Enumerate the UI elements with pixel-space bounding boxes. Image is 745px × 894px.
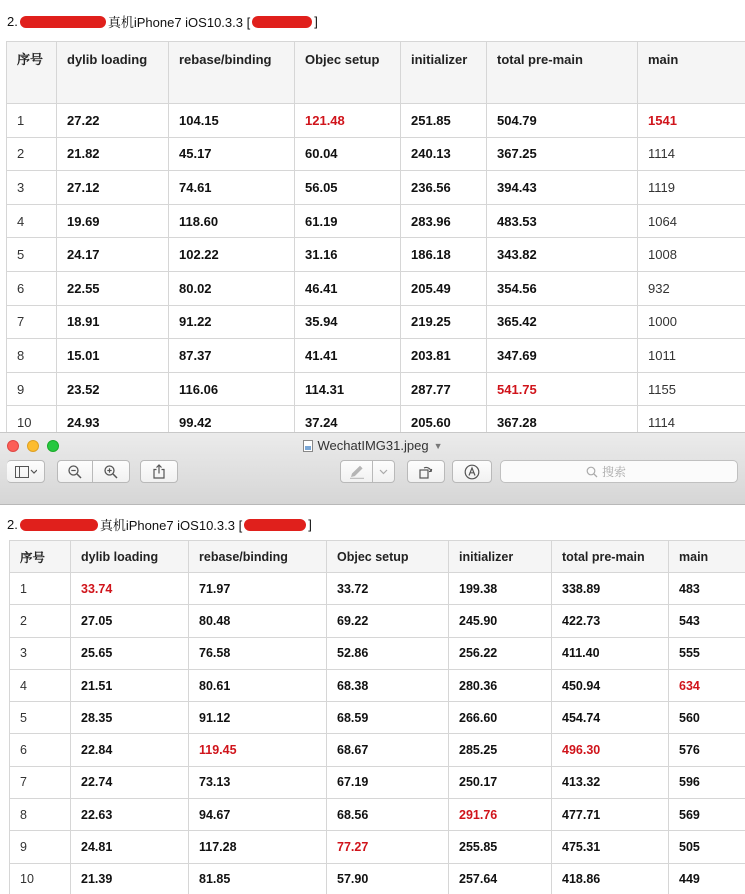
table-cell: 1114 [638,137,745,171]
table-cell: 117.28 [189,831,327,863]
table-cell: 27.12 [57,171,169,205]
table-cell: 347.69 [487,339,638,373]
table-cell: 1114 [638,406,745,432]
table-cell: 343.82 [487,238,638,272]
table-cell: 60.04 [295,137,401,171]
column-header: dylib loading [57,42,169,104]
row-index-cell: 8 [7,339,57,373]
table-cell: 418.86 [552,863,669,894]
share-button[interactable] [140,460,178,483]
table-row [7,104,745,138]
table-cell: 67.19 [327,766,449,798]
table-cell: 454.74 [552,702,669,734]
top-timing-table [6,41,745,432]
zoom-out-icon [68,465,82,479]
column-header: total pre-main [552,541,669,573]
table-cell: 205.60 [401,406,487,432]
table-cell: 28.35 [71,702,189,734]
table-cell: 422.73 [552,605,669,637]
row-index-cell: 3 [7,171,57,205]
row-index-cell: 10 [7,406,57,432]
search-input[interactable] [602,465,652,479]
table-row [7,238,745,272]
table-cell: 338.89 [552,573,669,605]
table-cell: 569 [669,799,745,831]
chevron-down-icon: ▼ [433,440,443,451]
table-cell: 199.38 [449,573,552,605]
table-cell: 240.13 [401,137,487,171]
table-cell: 77.27 [327,831,449,863]
table-cell: 634 [669,669,745,701]
table-cell: 219.25 [401,305,487,339]
redaction-mark [20,16,106,28]
top-document-pane [0,0,745,432]
table-cell: 22.63 [71,799,189,831]
table-cell: 22.55 [57,271,169,305]
table-cell: 365.42 [487,305,638,339]
table-cell: 236.56 [401,171,487,205]
table-cell: 46.41 [295,271,401,305]
table-cell: 121.48 [295,104,401,138]
table-cell: 27.05 [71,605,189,637]
column-header: 序号 [7,42,57,104]
table-row [7,372,745,406]
table-row [10,831,745,863]
row-index-cell: 3 [10,637,71,669]
share-icon [153,464,165,479]
table-cell: 21.82 [57,137,169,171]
table-cell: 266.60 [449,702,552,734]
table-row [7,271,745,305]
table-cell: 68.59 [327,702,449,734]
table-cell: 250.17 [449,766,552,798]
table-cell: 45.17 [169,137,295,171]
title-device: 真机iPhone7 iOS10.3.3 [ [107,15,251,30]
table-row [7,137,745,171]
table-cell: 477.71 [552,799,669,831]
table-cell: 560 [669,702,745,734]
table-cell: 68.67 [327,734,449,766]
table-cell: 257.64 [449,863,552,894]
table-cell: 116.06 [169,372,295,406]
table-cell: 80.48 [189,605,327,637]
table-cell: 543 [669,605,745,637]
table-header-row [7,42,745,104]
row-index-cell: 2 [10,605,71,637]
row-index-cell: 9 [7,372,57,406]
table-cell: 932 [638,271,745,305]
row-index-cell: 6 [7,271,57,305]
table-cell: 71.97 [189,573,327,605]
title-end: ] [308,517,312,532]
zoom-controls [57,460,130,483]
table-row [10,734,745,766]
column-header: rebase/binding [189,541,327,573]
table-cell: 81.85 [189,863,327,894]
row-index-cell: 5 [10,702,71,734]
table-cell: 1000 [638,305,745,339]
row-index-cell: 10 [10,863,71,894]
table-row [10,766,745,798]
table-cell: 68.38 [327,669,449,701]
title-prefix: 2. [7,517,18,532]
table-cell: 291.76 [449,799,552,831]
table-cell: 114.31 [295,372,401,406]
markup-button[interactable] [340,460,373,483]
table-cell: 283.96 [401,204,487,238]
row-index-cell: 7 [10,766,71,798]
table-cell: 33.74 [71,573,189,605]
row-index-cell: 5 [7,238,57,272]
annotate-icon [464,464,480,480]
table-cell: 475.31 [552,831,669,863]
table-cell: 87.37 [169,339,295,373]
table-cell: 576 [669,734,745,766]
table-cell: 24.93 [57,406,169,432]
table-cell: 22.74 [71,766,189,798]
table-cell: 1064 [638,204,745,238]
zoom-out-button[interactable] [57,460,93,483]
column-header: Objec setup [295,42,401,104]
column-header: main [669,541,745,573]
table-cell: 57.90 [327,863,449,894]
title-end: ] [314,14,318,29]
table-cell: 450.94 [552,669,669,701]
table-cell: 186.18 [401,238,487,272]
bottom-document-pane [0,505,745,894]
redaction-mark [20,519,98,531]
table-cell: 504.79 [487,104,638,138]
row-index-cell: 1 [10,573,71,605]
table-cell: 1541 [638,104,745,138]
table-cell: 73.13 [189,766,327,798]
table-cell: 41.41 [295,339,401,373]
table-cell: 285.25 [449,734,552,766]
bottom-timing-table [9,540,745,894]
table-row [7,339,745,373]
table-cell: 555 [669,637,745,669]
pen-icon [349,465,365,479]
table-cell: 52.86 [327,637,449,669]
row-index-cell: 9 [10,831,71,863]
table-cell: 22.84 [71,734,189,766]
row-index-cell: 4 [7,204,57,238]
table-cell: 1008 [638,238,745,272]
table-row [10,799,745,831]
rotate-icon [418,465,434,479]
table-cell: 596 [669,766,745,798]
table-cell: 56.05 [295,171,401,205]
table-cell: 27.22 [57,104,169,138]
markup-menu-button[interactable] [373,460,395,483]
table-cell: 251.85 [401,104,487,138]
table-cell: 496.30 [552,734,669,766]
table-cell: 25.65 [71,637,189,669]
column-header: main [638,42,745,104]
table-cell: 76.58 [189,637,327,669]
row-index-cell: 1 [7,104,57,138]
window-title-text: WechatIMG31.jpeg [317,438,429,453]
column-header: 序号 [10,541,71,573]
search-icon [586,466,598,478]
column-header: rebase/binding [169,42,295,104]
table-cell: 354.56 [487,271,638,305]
table-row [7,406,745,432]
table-row [10,573,745,605]
table-cell: 15.01 [57,339,169,373]
table-row [10,669,745,701]
zoom-in-icon [104,465,118,479]
table-row [10,637,745,669]
table-cell: 24.81 [71,831,189,863]
table-cell: 69.22 [327,605,449,637]
table-cell: 99.42 [169,406,295,432]
row-index-cell: 7 [7,305,57,339]
column-header: Objec setup [327,541,449,573]
table-cell: 367.28 [487,406,638,432]
rotate-button[interactable] [407,460,445,483]
table-cell: 541.75 [487,372,638,406]
table-row [10,605,745,637]
column-header: initializer [449,541,552,573]
table-cell: 74.61 [169,171,295,205]
table-cell: 483.53 [487,204,638,238]
table-row [7,171,745,205]
table-cell: 280.36 [449,669,552,701]
window-title[interactable] [0,438,745,453]
table-row [7,204,745,238]
table-cell: 203.81 [401,339,487,373]
table-cell: 94.67 [189,799,327,831]
table-cell: 245.90 [449,605,552,637]
table-cell: 483 [669,573,745,605]
jpeg-file-icon [303,440,313,452]
table-cell: 205.49 [401,271,487,305]
table-cell: 21.39 [71,863,189,894]
row-index-cell: 8 [10,799,71,831]
table-cell: 68.56 [327,799,449,831]
table-cell: 256.22 [449,637,552,669]
table-row [10,863,745,894]
column-header: total pre-main [487,42,638,104]
table-cell: 255.85 [449,831,552,863]
column-header: initializer [401,42,487,104]
table-cell: 1155 [638,372,745,406]
markup-controls [340,460,395,483]
sidebar-menu-button[interactable] [7,460,45,483]
annotate-button[interactable] [452,460,492,483]
table-cell: 367.25 [487,137,638,171]
table-row [7,305,745,339]
table-cell: 35.94 [295,305,401,339]
chevron-down-icon [379,469,388,475]
table-header-row [10,541,745,573]
table-cell: 1011 [638,339,745,373]
table-cell: 505 [669,831,745,863]
table-cell: 394.43 [487,171,638,205]
column-header: dylib loading [71,541,189,573]
table-cell: 19.69 [57,204,169,238]
top-document-title [7,12,318,31]
table-cell: 23.52 [57,372,169,406]
table-cell: 91.12 [189,702,327,734]
table-cell: 31.16 [295,238,401,272]
zoom-in-button[interactable] [93,460,130,483]
table-cell: 119.45 [189,734,327,766]
preview-window-toolbar [0,432,745,505]
title-prefix: 2. [7,14,18,29]
table-cell: 104.15 [169,104,295,138]
row-index-cell: 4 [10,669,71,701]
table-cell: 18.91 [57,305,169,339]
table-row [10,702,745,734]
sidebar-icon [15,466,37,478]
redaction-mark [244,519,306,531]
title-device: 真机iPhone7 iOS10.3.3 [ [99,518,243,533]
table-cell: 91.22 [169,305,295,339]
table-cell: 37.24 [295,406,401,432]
table-cell: 24.17 [57,238,169,272]
table-cell: 287.77 [401,372,487,406]
row-index-cell: 2 [7,137,57,171]
row-index-cell: 6 [10,734,71,766]
table-cell: 80.61 [189,669,327,701]
table-cell: 411.40 [552,637,669,669]
table-cell: 449 [669,863,745,894]
table-cell: 102.22 [169,238,295,272]
table-cell: 21.51 [71,669,189,701]
table-cell: 33.72 [327,573,449,605]
redaction-mark [252,16,312,28]
table-cell: 413.32 [552,766,669,798]
table-cell: 1119 [638,171,745,205]
table-cell: 61.19 [295,204,401,238]
bottom-document-title [7,515,312,534]
table-cell: 80.02 [169,271,295,305]
table-cell: 118.60 [169,204,295,238]
sidebar-view-control[interactable] [7,460,45,483]
search-field[interactable] [500,460,738,483]
